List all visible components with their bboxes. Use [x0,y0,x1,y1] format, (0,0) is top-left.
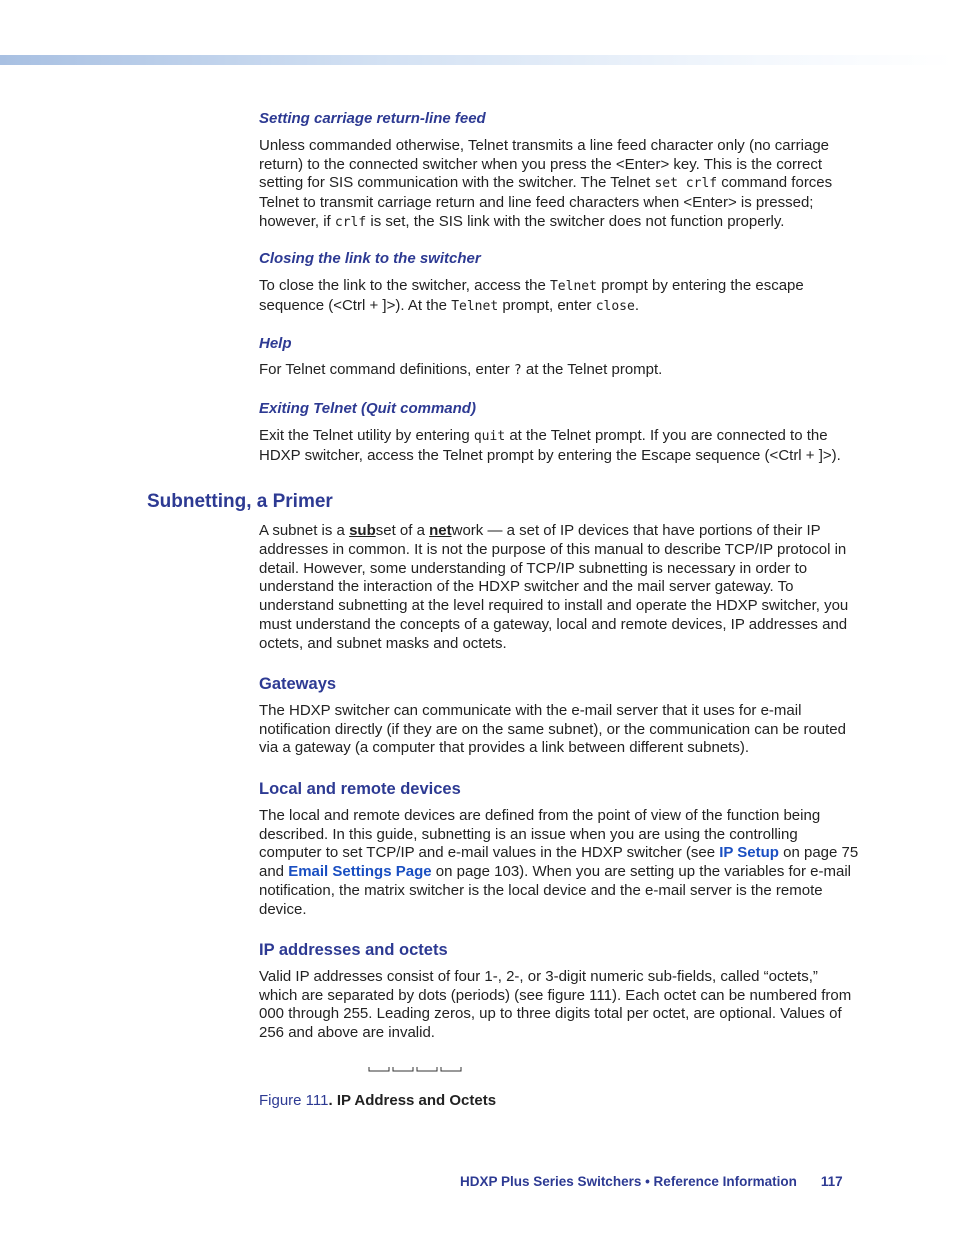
paragraph-crlf [259,137,859,233]
code-telnet: Telnet [549,278,597,294]
octet-brackets-figure [368,1066,464,1074]
paragraph-subnetting [259,522,859,654]
text: work — a set of IP devices that have portions of their IP addresses in common. It is not the purpose of this manual to describe TCP/IP protocol in detail. However, some understanding of TCP/IP subnetting is necessary in order to understand the interaction of the HDXP switcher and the mail server gateway. To understand subnetting at the level required to install and operate the HDXP switcher, you must understand the concepts of a gateway, local and remote devices, IP addresses and octets, and subnet masks and octets. [259,522,849,652]
text: at the Telnet prompt. If you are connected to the HDXP switcher, access the Telnet prompt by entering the Escape sequence (<Ctrl + ]>). [259,426,841,464]
section-subnetting [259,522,859,654]
code-quit: quit [473,428,506,444]
emphasis-net: net [429,522,452,539]
heading-exiting: Exiting Telnet (Quit command) [259,400,476,417]
text: set of a [375,522,430,539]
section-exiting [259,400,859,465]
text: on page 75 and [259,844,859,881]
emphasis-sub: sub [349,522,376,539]
heading-crlf: Setting carriage return-line feed [259,110,486,127]
text: is set, the SIS link with the switcher does not function properly. [366,212,785,230]
octet-bracket [369,1067,389,1071]
section-closing [259,250,859,316]
heading-closing: Closing the link to the switcher [259,250,481,267]
text: at the Telnet prompt. [521,360,663,378]
text: on page 103). When you are setting up the variables for e-mail notification, the matrix switcher is the local device and the e-mail server is the remote device. [259,863,852,918]
octet-bracket [441,1067,461,1071]
figure-separator: . [328,1092,337,1109]
paragraph-ip-octets: Valid IP addresses consist of four 1-, 2-, or 3-digit numeric sub-fields, called “octets,” which are separated by dots (periods) (see figure 111). Each octet can be numbered from 000 through 255. Leading zeros, up to three digits total per octet, are optional. Values of 256 and above are invalid. [259,967,852,1042]
heading-gateways: Gateways [259,675,337,693]
link-email-settings-page[interactable]: Email Settings Page [288,863,432,881]
paragraph-gateways: The HDXP switcher can communicate with the e-mail server that it uses for e-mail notification directly (if they are on the same subnet), or the communication can be routed via a gateway (a computer that provides a link between different subnets). [259,701,846,757]
figure-title: IP Address and Octets [336,1092,497,1109]
text: command forces Telnet to transmit carriage return and line feed characters when <Enter> is pressed; however, if [259,174,833,230]
code-question: ? [513,362,522,378]
text: Exit the Telnet utility by entering [259,426,474,444]
text: Unless commanded otherwise, Telnet transmits a line feed character only (no carriage return) to the connected switcher when you press the <Enter> key. This is the correct setting for SIS communication with the switcher. The Telnet [259,136,829,192]
footer-text: HDXP Plus Series Switchers • Reference Information [460,1174,797,1189]
header-gradient-bar [0,55,954,65]
figure-caption [259,1092,496,1111]
section-crlf [259,110,859,233]
paragraph-local-remote [259,807,859,920]
heading-help: Help [259,335,292,352]
code-close: close [595,298,635,314]
text: For Telnet command definitions, enter [259,360,514,378]
heading-subnetting: Subnetting, a Primer [147,491,333,512]
text: To close the link to the switcher, access the [259,276,550,294]
page-number: 117 [820,1174,843,1189]
text: prompt by entering the escape sequence (<Ctrl + ]>). At the [259,276,804,314]
code-crlf: crlf [334,214,367,230]
section-local-remote [259,780,859,920]
paragraph-closing [259,277,859,317]
heading-ip-octets: IP addresses and octets [259,941,448,959]
paragraph-exiting [259,427,859,466]
text: A subnet is a [259,522,350,539]
section-ip-octets [259,941,859,1043]
code-telnet: Telnet [451,298,499,314]
octet-bracket [393,1067,413,1071]
section-gateways [259,675,859,758]
code-set-crlf: set crlf [654,176,718,192]
heading-local-remote: Local and remote devices [259,780,461,798]
section-help [259,335,859,381]
figure-label: Figure 111 [259,1092,329,1109]
link-ip-setup[interactable]: IP Setup [719,844,779,862]
octet-bracket [417,1067,437,1071]
paragraph-help [259,361,859,381]
page-footer [460,1173,843,1192]
text: . [634,296,640,314]
text: prompt, enter [498,296,596,314]
text: The local and remote devices are defined from the point of view of the function being described. In this guide, subnetting is an issue when you are using the controlling computer to set TCP/IP and e-mail values in the HDXP switcher (see [259,806,821,862]
